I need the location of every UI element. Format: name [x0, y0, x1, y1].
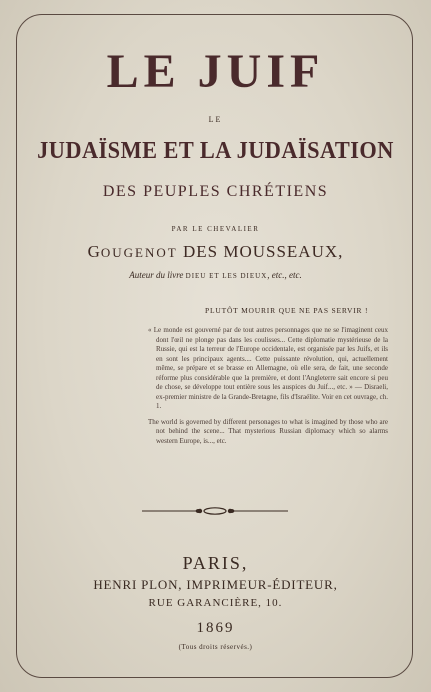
author-note: [0, 270, 431, 280]
publisher-name: HENRI PLON, IMPRIMEUR-ÉDITEUR,: [93, 577, 338, 592]
author-name: [0, 242, 431, 262]
book-title: LE JUIF: [106, 45, 325, 98]
publisher-city: PARIS,: [182, 553, 249, 573]
subtitle-line-1: JUDAÏSME ET LA JUDAÏSATION: [37, 138, 394, 164]
epigraph-french: « Le monde est gouverné par de tout autres personnages que ne se l'imaginent ceux dont l'œil ne plonge pas dans les coulisses... Cette diplomatie mystérieuse de la Russie, qui est la terreur de l'Europe occidentale, est organisée par les Juifs, et ils en sont les principaux agents.... Cette puissante révolution, qui, actuellement même, se prépare et se brasse en Allemagne, où elle sera, de fait, une seconde réforme plus considérable que la première, et dont l'Angleterre sait encore si peu de chose, se développe tout entière sous les auspices du Juif..., etc. » — Disraeli, ex-premier ministre de la Grande-Bretagne, fils d'Israélite. Voir en cet ouvrage, ch. 1.: [148, 326, 388, 410]
author-note-suffix: , etc., etc.: [267, 270, 302, 280]
epigraph-english: The world is governed by different personages to what is imagined by those who are not behind the scene... That mysterious Russian diplomacy which so alarms western Europe, is..., etc.: [148, 417, 388, 445]
title-connector: LE: [208, 115, 223, 124]
ornament-divider-icon: [140, 504, 290, 518]
author-initial: G: [87, 242, 101, 261]
author-note-prefix: Auteur du livre: [129, 270, 184, 280]
author-first-name: OUGENOT: [100, 245, 178, 260]
subtitle-line-2: DES PEUPLES CHRÉTIENS: [102, 183, 329, 200]
author-note-book: DIEU ET LES DIEUX: [185, 272, 268, 280]
motto: PLUTÔT MOURIR QUE NE PAS SERVIR !: [205, 306, 369, 315]
by-line: PAR LE CHEVALIER: [171, 225, 260, 233]
rights-notice: (Tous droits réservés.): [178, 643, 253, 651]
author-last-name: DES MOUSSEAUX,: [182, 242, 344, 261]
publication-year: 1869: [196, 620, 235, 636]
publisher-address: RUE GARANCIÈRE, 10.: [148, 597, 283, 609]
epigraph: [148, 326, 388, 446]
